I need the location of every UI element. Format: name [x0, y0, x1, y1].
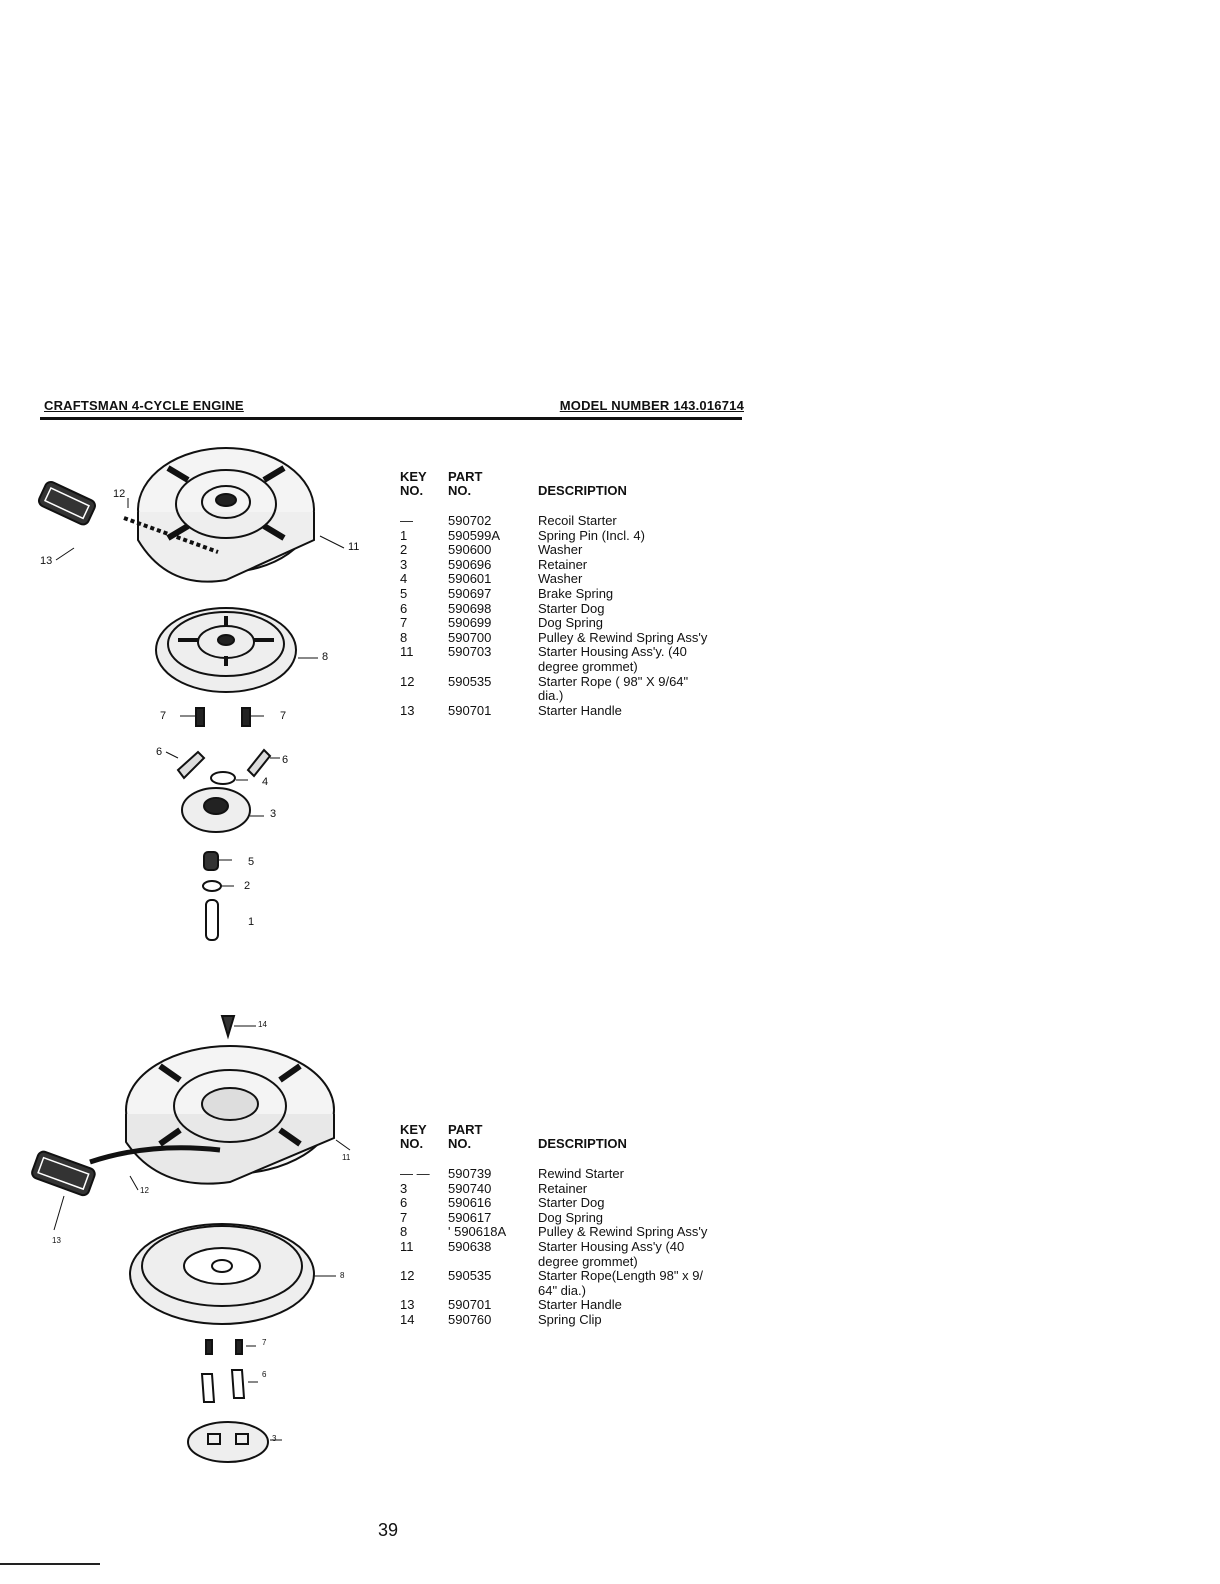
description-cell: Pulley & Rewind Spring Ass'y: [538, 629, 708, 645]
description-cell: Dog Spring: [538, 615, 604, 631]
part-number-cell: 590599A: [448, 527, 501, 543]
callout-1: 1: [248, 916, 255, 928]
description-cell-continued: degree grommet): [538, 658, 638, 674]
description-cell: Pulley & Rewind Spring Ass'y: [538, 1224, 708, 1240]
description-cell: Dog Spring: [538, 1209, 604, 1225]
model-number: MODEL NUMBER 143.016714: [559, 398, 744, 413]
key-cell: 1: [400, 527, 408, 543]
callout-2: 2: [244, 880, 251, 892]
description-cell: Starter Handle: [538, 702, 622, 718]
callout-13: 13: [40, 555, 53, 567]
description-cell-continued: 64" dia.): [538, 1282, 586, 1298]
key-cell: 8: [400, 1224, 408, 1240]
parts-table-2: [400, 1123, 760, 1343]
key-cell: 13: [400, 1297, 415, 1313]
part-number-cell: 590701: [448, 1297, 492, 1313]
description-cell: Washer: [538, 571, 583, 587]
engine-title: CRAFTSMAN 4-CYCLE ENGINE: [44, 398, 244, 413]
key-cell: — —: [400, 1166, 430, 1181]
description-cell: Starter Dog: [538, 1195, 605, 1211]
description-cell: Retainer: [538, 556, 588, 572]
col-key-1: KEY: [400, 469, 427, 484]
part-number-cell: 590616: [448, 1195, 492, 1211]
callout-12: 12: [140, 1186, 149, 1195]
key-cell: 8: [400, 629, 408, 645]
part-number-cell: 590601: [448, 571, 492, 587]
part-number-cell: 590739: [448, 1166, 492, 1181]
description-cell: Starter Handle: [538, 1297, 622, 1313]
part-number-cell: ' 590618A: [448, 1224, 507, 1240]
key-cell: 11: [400, 644, 414, 660]
part-number-cell: 590760: [448, 1312, 492, 1327]
col-part-2: NO.: [448, 483, 472, 498]
key-cell: 3: [400, 556, 408, 572]
part-number-cell: 590700: [448, 629, 492, 645]
rewind-starter-exploded-diagram: [30, 1010, 360, 1480]
col-part-1: PART: [448, 1122, 483, 1137]
part-number-cell: 590535: [448, 1268, 492, 1284]
key-cell: 6: [400, 600, 408, 616]
key-cell: 6: [400, 1195, 408, 1211]
callout-8: 8: [340, 1271, 345, 1280]
description-cell: Brake Spring: [538, 586, 614, 601]
col-key-2: NO.: [400, 483, 424, 498]
callout-11: 11: [342, 1153, 351, 1162]
description-cell: Starter Housing Ass'y (40: [538, 1239, 685, 1254]
key-cell: 14: [400, 1312, 415, 1327]
callout-11: 11: [348, 541, 360, 553]
description-cell: Starter Dog: [538, 600, 605, 616]
col-description: DESCRIPTION: [538, 483, 627, 498]
part-number-cell: 590535: [448, 673, 492, 689]
header-rule: [40, 417, 742, 420]
col-part-1: PART: [448, 469, 483, 484]
callout-5: 5: [248, 856, 255, 868]
key-cell: 11: [400, 1239, 414, 1254]
callout-6-left: 6: [156, 746, 163, 758]
description-cell-continued: degree grommet): [538, 1253, 638, 1269]
callout-8: 8: [322, 651, 329, 663]
key-cell: 7: [400, 1209, 408, 1225]
key-cell: 7: [400, 615, 408, 631]
col-key-1: KEY: [400, 1122, 427, 1137]
part-number-cell: 590702: [448, 513, 492, 528]
description-cell: Spring Clip: [538, 1312, 602, 1327]
description-cell: Starter Rope ( 98" X 9/64": [538, 673, 689, 689]
callout-3: 3: [270, 808, 277, 820]
key-cell: 12: [400, 673, 415, 689]
part-number-cell: 590740: [448, 1180, 492, 1196]
part-number-cell: 590701: [448, 702, 492, 718]
description-cell: Starter Housing Ass'y. (40: [538, 644, 687, 660]
description-cell: Rewind Starter: [538, 1166, 624, 1181]
description-cell: Retainer: [538, 1180, 588, 1196]
part-number-cell: 590703: [448, 644, 492, 660]
part-number-cell: 590697: [448, 586, 492, 601]
callout-6-right: 6: [282, 754, 289, 766]
part-number-cell: 590638: [448, 1239, 492, 1254]
callout-7: 7: [262, 1338, 267, 1347]
part-number-cell: 590600: [448, 542, 492, 558]
description-cell-continued: dia.): [538, 688, 564, 704]
part-number-cell: 590617: [448, 1209, 492, 1225]
key-cell: 13: [400, 702, 415, 718]
callout-3: 3: [272, 1434, 277, 1443]
description-cell: Recoil Starter: [538, 513, 617, 528]
col-part-2: NO.: [448, 1136, 472, 1151]
key-cell: 3: [400, 1180, 408, 1196]
col-key-2: NO.: [400, 1136, 424, 1151]
part-number-cell: 590696: [448, 556, 492, 572]
part-number-cell: 590698: [448, 600, 492, 616]
parts-table-1: [400, 470, 760, 730]
description-cell: Washer: [538, 542, 583, 558]
description-cell: Starter Rope(Length 98" x 9/: [538, 1268, 704, 1284]
corner-mark: [0, 1563, 100, 1565]
description-cell: Spring Pin (Incl. 4): [538, 527, 645, 543]
col-description: DESCRIPTION: [538, 1136, 627, 1151]
key-cell: 5: [400, 586, 408, 601]
key-cell: —: [400, 513, 413, 528]
callout-6: 6: [262, 1370, 267, 1379]
callout-7-right: 7: [280, 710, 287, 722]
page-number: 39: [378, 1520, 399, 1540]
callout-14: 14: [258, 1020, 267, 1029]
callout-7-left: 7: [160, 710, 167, 722]
key-cell: 12: [400, 1268, 415, 1284]
callout-12: 12: [113, 488, 126, 500]
callout-4: 4: [262, 776, 269, 788]
recoil-starter-exploded-diagram: [28, 440, 358, 950]
part-number-cell: 590699: [448, 615, 492, 631]
key-cell: 2: [400, 542, 408, 558]
callout-13: 13: [52, 1236, 61, 1245]
key-cell: 4: [400, 571, 408, 587]
